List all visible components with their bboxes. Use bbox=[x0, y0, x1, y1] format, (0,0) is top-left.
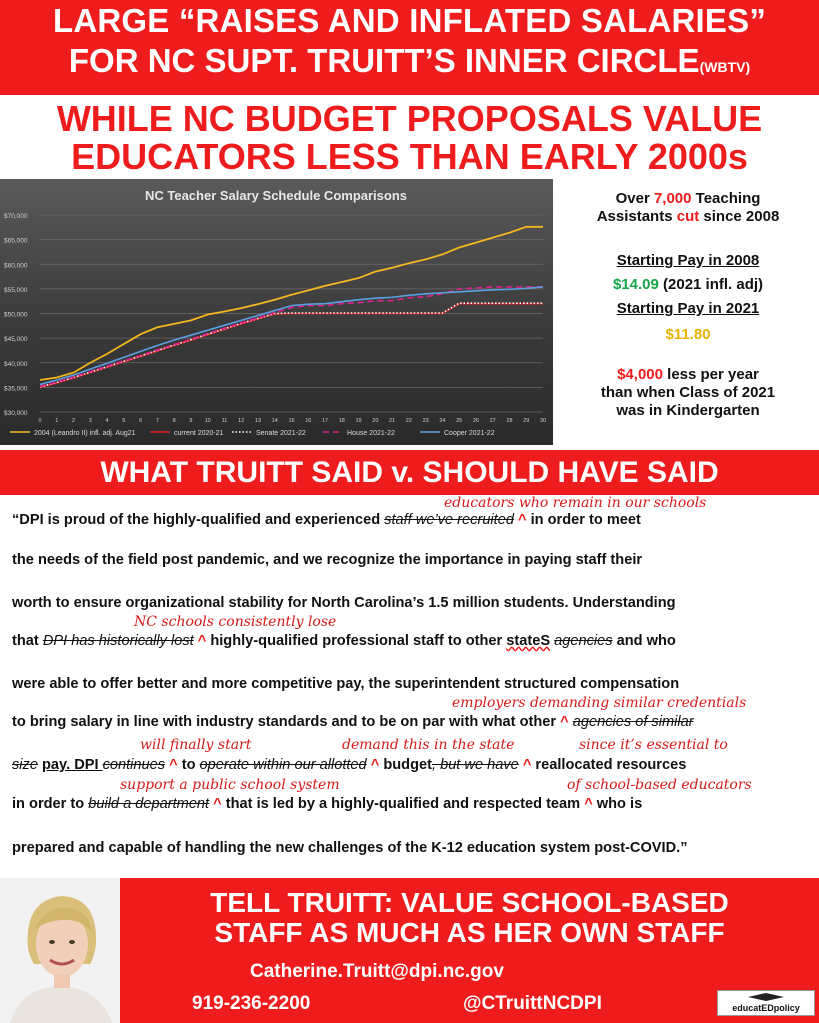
x-tick-label: 21 bbox=[389, 418, 396, 424]
less-line1 bbox=[557, 366, 819, 384]
cta-line2: STAFF AS MUCH AS HER OWN STAFF bbox=[214, 917, 725, 948]
struck-text: , but we have bbox=[431, 757, 519, 773]
x-tick-label: 8 bbox=[172, 418, 176, 424]
x-tick-label: 30 bbox=[539, 418, 547, 424]
x-tick-label: 15 bbox=[288, 418, 295, 424]
quote-line-7 bbox=[12, 757, 686, 773]
insert-caret: ^ bbox=[560, 714, 569, 730]
start2021-value: $11.80 bbox=[665, 326, 711, 343]
x-tick-label: 7 bbox=[155, 418, 159, 424]
quote-text: to bbox=[177, 757, 200, 773]
series-line-2 bbox=[40, 303, 543, 387]
x-tick-label: 4 bbox=[105, 418, 109, 424]
legend-label-1: current 2020-21 bbox=[174, 430, 224, 437]
quote-text: that is led by a highly-qualified and respected team bbox=[221, 796, 585, 812]
x-tick-label: 9 bbox=[189, 418, 193, 424]
quote-line-4 bbox=[12, 633, 676, 649]
struck-text: size bbox=[12, 757, 38, 773]
insertion-4a: will finally start bbox=[140, 737, 252, 753]
quote-text: “DPI is proud of the highly-qualified and experienced bbox=[12, 512, 385, 528]
series-line-3 bbox=[40, 287, 543, 386]
insert-caret: ^ bbox=[522, 757, 532, 773]
x-tick-label: 13 bbox=[254, 418, 262, 424]
cta-line1: TELL TRUITT: VALUE SCHOOL-BASED bbox=[210, 887, 729, 918]
squiggle-text: stateS bbox=[506, 633, 551, 649]
series-line-4 bbox=[40, 287, 543, 385]
ta-post: Teaching bbox=[691, 190, 761, 207]
x-tick-label: 28 bbox=[506, 418, 513, 424]
legend-label-2: Senate 2021-22 bbox=[256, 430, 306, 437]
start2021-label: Starting Pay in 2021 bbox=[616, 300, 760, 317]
x-tick-label: 22 bbox=[405, 418, 412, 424]
quote-text: that bbox=[12, 633, 43, 649]
quote-text: who is bbox=[592, 796, 643, 812]
x-tick-label: 23 bbox=[422, 418, 429, 424]
less-line1-post: less per year bbox=[662, 366, 759, 383]
legend-label-4: Cooper 2021-22 bbox=[444, 430, 495, 437]
chart-title: NC Teacher Salary Schedule Comparisons bbox=[144, 188, 408, 203]
x-tick-label: 6 bbox=[139, 418, 143, 424]
insertion-5b: of school-based educators bbox=[567, 777, 752, 793]
headline-source: (WBTV) bbox=[699, 59, 751, 75]
subtitle-line2: EDUCATORS LESS THAN EARLY 2000s bbox=[71, 136, 748, 177]
call-to-action bbox=[120, 888, 819, 948]
logo-text: educatEDpolicy bbox=[732, 1003, 800, 1013]
start2008-row bbox=[557, 276, 819, 294]
quote-line-3: worth to ensure organizational stability for North Carolina’s 1.5 million students. Understanding bbox=[12, 595, 676, 611]
quote-line-6 bbox=[12, 714, 694, 730]
ta-pre: Over bbox=[615, 190, 654, 207]
x-tick-label: 25 bbox=[456, 418, 463, 424]
less-line2: than when Class of 2021 bbox=[600, 384, 776, 401]
salary-chart-svg bbox=[0, 179, 553, 445]
less-amount: $4,000 bbox=[617, 366, 663, 383]
contact-email[interactable]: Catherine.Truitt@dpi.nc.gov bbox=[250, 961, 504, 982]
quote-line-2: the needs of the field post pandemic, and we recognize the importance in paying staff their bbox=[12, 552, 643, 568]
ta-number: 7,000 bbox=[653, 190, 692, 207]
quote-text: budget bbox=[379, 757, 432, 773]
top-banner bbox=[0, 0, 819, 95]
struck-text: operate within our allotted bbox=[199, 757, 367, 773]
y-tick-label: $50,000 bbox=[4, 311, 28, 319]
less-line3: was in Kindergarten bbox=[616, 402, 760, 419]
insert-caret: ^ bbox=[213, 796, 222, 812]
contact-phone[interactable]: 919-236-2200 bbox=[192, 993, 311, 1014]
y-tick-label: $35,000 bbox=[4, 385, 28, 393]
subtitle-line1: WHILE NC BUDGET PROPOSALS VALUE bbox=[56, 98, 763, 139]
ta-line2-post: since 2008 bbox=[699, 208, 780, 225]
insertion-5a: support a public school system bbox=[120, 777, 340, 793]
x-tick-label: 24 bbox=[439, 418, 446, 424]
x-tick-label: 27 bbox=[489, 418, 496, 424]
headline-line1: LARGE “RAISES AND INFLATED SALARIES” bbox=[52, 2, 767, 39]
x-tick-label: 1 bbox=[55, 418, 59, 424]
headline-line2 bbox=[0, 37, 819, 77]
series-line-1 bbox=[40, 304, 543, 388]
insert-caret: ^ bbox=[518, 512, 527, 528]
quote-text: reallocated resources bbox=[531, 757, 687, 773]
insertion-4b: demand this in the state bbox=[342, 737, 515, 753]
x-tick-label: 29 bbox=[523, 418, 530, 424]
insertion-4c: since it’s essential to bbox=[579, 737, 728, 753]
struck-text: staff we’ve recruited bbox=[384, 512, 514, 528]
x-tick-label: 16 bbox=[305, 418, 312, 424]
x-tick-label: 3 bbox=[88, 418, 92, 424]
y-tick-label: $55,000 bbox=[4, 286, 28, 294]
x-tick-label: 26 bbox=[472, 418, 479, 424]
x-tick-label: 5 bbox=[122, 418, 126, 424]
portrait-illustration bbox=[0, 878, 120, 1023]
x-tick-label: 10 bbox=[204, 418, 211, 424]
quote-text: in order to bbox=[12, 796, 89, 812]
subtitle bbox=[0, 100, 819, 176]
x-tick-label: 18 bbox=[338, 418, 345, 424]
start2008-note: (2021 infl. adj) bbox=[658, 276, 764, 293]
insertion-1: educators who remain in our schools bbox=[444, 495, 707, 511]
x-tick-label: 2 bbox=[72, 418, 76, 424]
contact-handle[interactable]: @CTruittNCDPI bbox=[463, 993, 602, 1014]
quote-line-9: prepared and capable of handling the new challenges of the K-12 education system post-COVID.” bbox=[12, 840, 688, 856]
x-tick-label: 0 bbox=[38, 418, 42, 424]
x-tick-label: 11 bbox=[221, 418, 228, 424]
portrait-photo bbox=[0, 878, 120, 1023]
legend-label-0: 2004 (Leandro II) infl. adj. Aug21 bbox=[34, 430, 136, 437]
educatedpolicy-logo bbox=[717, 990, 815, 1016]
graduation-cap-icon bbox=[734, 993, 798, 1002]
quote-text: highly-qualified professional staff to other bbox=[206, 633, 507, 649]
insertion-3: employers demanding similar credentials bbox=[452, 695, 747, 711]
y-tick-label: $60,000 bbox=[4, 262, 28, 270]
x-tick-label: 20 bbox=[372, 418, 379, 424]
quote-line-8 bbox=[12, 796, 642, 812]
insert-caret: ^ bbox=[169, 757, 178, 773]
x-tick-label: 14 bbox=[271, 418, 278, 424]
struck-text: agencies of similar bbox=[572, 714, 694, 730]
start2008-label: Starting Pay in 2008 bbox=[616, 252, 760, 269]
legend-label-3: House 2021-22 bbox=[347, 430, 395, 437]
quote-line-1 bbox=[12, 512, 641, 528]
quote-text: and who bbox=[612, 633, 676, 649]
y-tick-label: $30,000 bbox=[4, 410, 28, 417]
y-tick-label: $70,000 bbox=[4, 213, 28, 220]
quote-line-5: were able to offer better and more competitive pay, the superintendent structured compensation bbox=[12, 676, 680, 692]
start2008-value: $14.09 bbox=[612, 276, 659, 293]
ta-line2 bbox=[557, 208, 819, 226]
said-band: WHAT TRUITT SAID v. SHOULD HAVE SAID bbox=[0, 450, 819, 495]
struck-text: continues bbox=[102, 757, 166, 773]
quote-text: in order to meet bbox=[526, 512, 641, 528]
quote-text: to bring salary in line with industry standards and to be on par with what other bbox=[12, 714, 561, 730]
side-stats bbox=[557, 190, 819, 420]
struck-text: DPI has historically lost bbox=[42, 633, 194, 649]
headline-line2-text: FOR NC SUPT. TRUITT’S INNER CIRCLE bbox=[68, 42, 700, 79]
struck-text: build a department bbox=[88, 796, 210, 812]
insertion-2: NC schools consistently lose bbox=[134, 614, 337, 630]
salary-chart bbox=[0, 179, 553, 445]
quote-text: pay. DPI bbox=[42, 757, 103, 773]
ta-cut: cut bbox=[676, 208, 700, 225]
y-tick-label: $40,000 bbox=[4, 360, 28, 368]
ta-line2-pre: Assistants bbox=[596, 208, 677, 225]
struck-text: agencies bbox=[554, 633, 613, 649]
insert-caret: ^ bbox=[370, 757, 380, 773]
y-tick-label: $45,000 bbox=[4, 336, 28, 344]
x-tick-label: 12 bbox=[238, 418, 245, 424]
y-tick-label: $65,000 bbox=[4, 237, 28, 245]
ta-line1 bbox=[557, 190, 819, 208]
insert-caret: ^ bbox=[584, 796, 593, 812]
x-tick-label: 19 bbox=[355, 418, 362, 424]
insert-caret: ^ bbox=[197, 633, 207, 649]
x-tick-label: 17 bbox=[321, 418, 329, 424]
